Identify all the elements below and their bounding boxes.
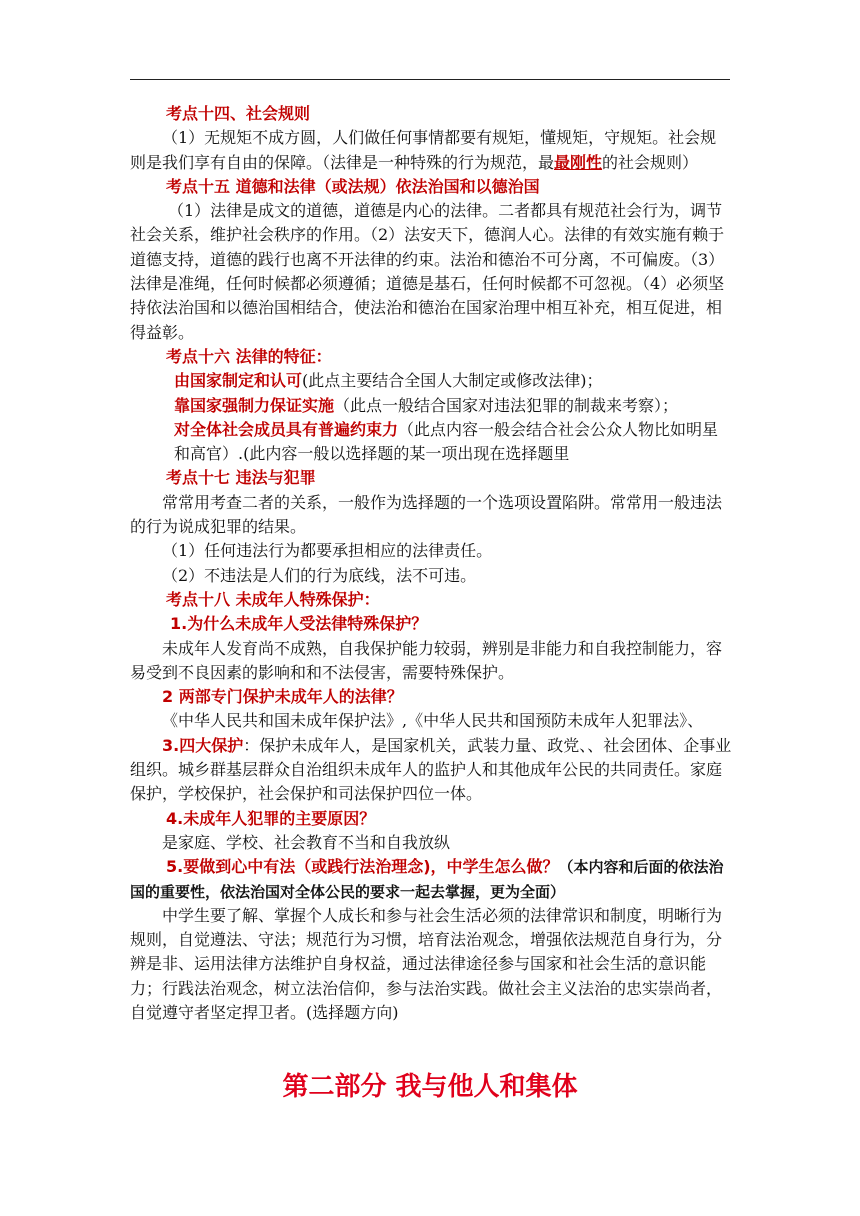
feature-3 [130, 418, 732, 467]
k14-text-a: （1）无规矩不成方圆，人们做任何事情都要有规矩，懂规矩，守规矩。社会规则是我们享有自由的保障。（法律是一种特殊的行为规范，最 [130, 128, 717, 172]
feature-2-rest: （此点一般结合国家对违法犯罪的制裁来考察）； [334, 395, 679, 415]
feature-2-lead: 靠国家强制力保证实施 [174, 395, 335, 415]
k18-question-2: 2 两部专门保护未成年人的法律？ [162, 687, 403, 707]
heading-k17: 考点十七 违法与犯罪 [166, 468, 316, 488]
k18-question-5-note: （本内容和后面的依法治国的重要性，依法治国对全体公民的要求一起去掌握，更为全面） [130, 858, 724, 901]
k18-question-5: 5.要做到心中有法（或践行法治理念)，中学生怎么做？ [166, 857, 559, 877]
heading-k18: 考点十八 未成年人特殊保护： [166, 589, 380, 609]
feature-1 [130, 369, 732, 393]
k17-point-2: （2）不违法是人们的行为底线，法不可违。 [162, 565, 477, 585]
k18-item-5 [130, 855, 732, 904]
feature-2 [130, 394, 732, 418]
heading-k15: 考点十五 道德和法律（或法规）依法治国和以德治国 [166, 176, 540, 196]
k18-question-3: 3.四大保护 [162, 735, 244, 755]
k18-answer-5: 中学生要了解、掌握个人成长和参与社会生活必须的法律常识和制度，明晰行为规则，自觉遵法、守法；规范行为习惯，培育法治观念，增强依法规范自身行为，分辨是非、运用法律方法维护自身权益，通过法律途径参与国家和社会生活的意识能力；行践法治观念，树立法治信仰，参与法治实践。做社会主义法治的忠实崇尚者，自觉遵守者坚定捍卫者。(选择题方向) [130, 905, 723, 1022]
k18-answer-3: ：保护未成年人，是国家机关，武装力量、政党、、社会团体、企事业组织。城乡群基层群众自治组织未成年人的监护人和其他成年公民的共同责任。家庭保护，学校保护，社会保护和司法保护四位一体。 [130, 735, 732, 804]
k18-answer-2: 《中华人民共和国未成年保护法》,《中华人民共和国预防未成年人犯罪法》、 [162, 711, 704, 731]
document-body [130, 102, 732, 1025]
heading-k14: 考点十四、社会规则 [166, 104, 311, 123]
header-rule [130, 79, 730, 80]
feature-3-lead: 对全体社会成员具有普遍约束力 [174, 419, 399, 439]
paragraph-k15: （1）法律是成文的道德，道德是内心的法律。二者都具有规范社会行为，调节社会关系，维护社会秩序的作用。（2）法安天下，德润人心。法律的有效实施有赖于道德支持，道德的践行也离不开法律的约束。法治和德治不可分离，不可偏废。（3）法律是准绳，任何时候都必须遵循；道德是基石，任何时候都不可忽视。（4）必须坚持依法治国和以德治国相结合，使法治和德治在国家治理中相互补充，相互促进，相得益彰。 [130, 201, 725, 342]
paragraph-k17: 常常用考查二者的关系，一般作为选择题的一个选项设置陷阱。常常用一般违法的行为说成犯罪的结果。 [130, 492, 723, 537]
k14-text-c: 的社会规则） [602, 152, 699, 172]
k17-point-1: （1）任何违法行为都要承担相应的法律责任。 [162, 541, 493, 561]
k14-emphasis: 最刚性 [554, 152, 603, 172]
paragraph-k14 [130, 126, 732, 175]
section-title: 第二部分 我与他人和集体 [282, 1072, 578, 1102]
feature-1-rest: (此点主要结合全国人大制定或修改法律)； [302, 371, 603, 391]
k18-question-4: 4.未成年人犯罪的主要原因？ [166, 808, 376, 828]
k18-question-1: 1.为什么未成年人受法律特殊保护？ [170, 614, 428, 634]
feature-3-rest: （此点内容一般会结合社会公众人物比如明星和高官）.(此内容一般以选择题的某一项出现在选择题里 [174, 419, 719, 464]
k18-item-3 [130, 734, 732, 807]
k18-answer-1: 未成年人发育尚不成熟，自我保护能力较弱，辨别是非能力和自我控制能力，容易受到不良因素的影响和和不法侵害，需要特殊保护。 [130, 638, 723, 682]
k18-answer-4: 是家庭、学校、社会教育不当和自我放纵 [162, 832, 451, 852]
feature-1-lead: 由国家制定和认可 [174, 371, 303, 391]
heading-k16: 考点十六 法律的特征： [166, 346, 332, 366]
